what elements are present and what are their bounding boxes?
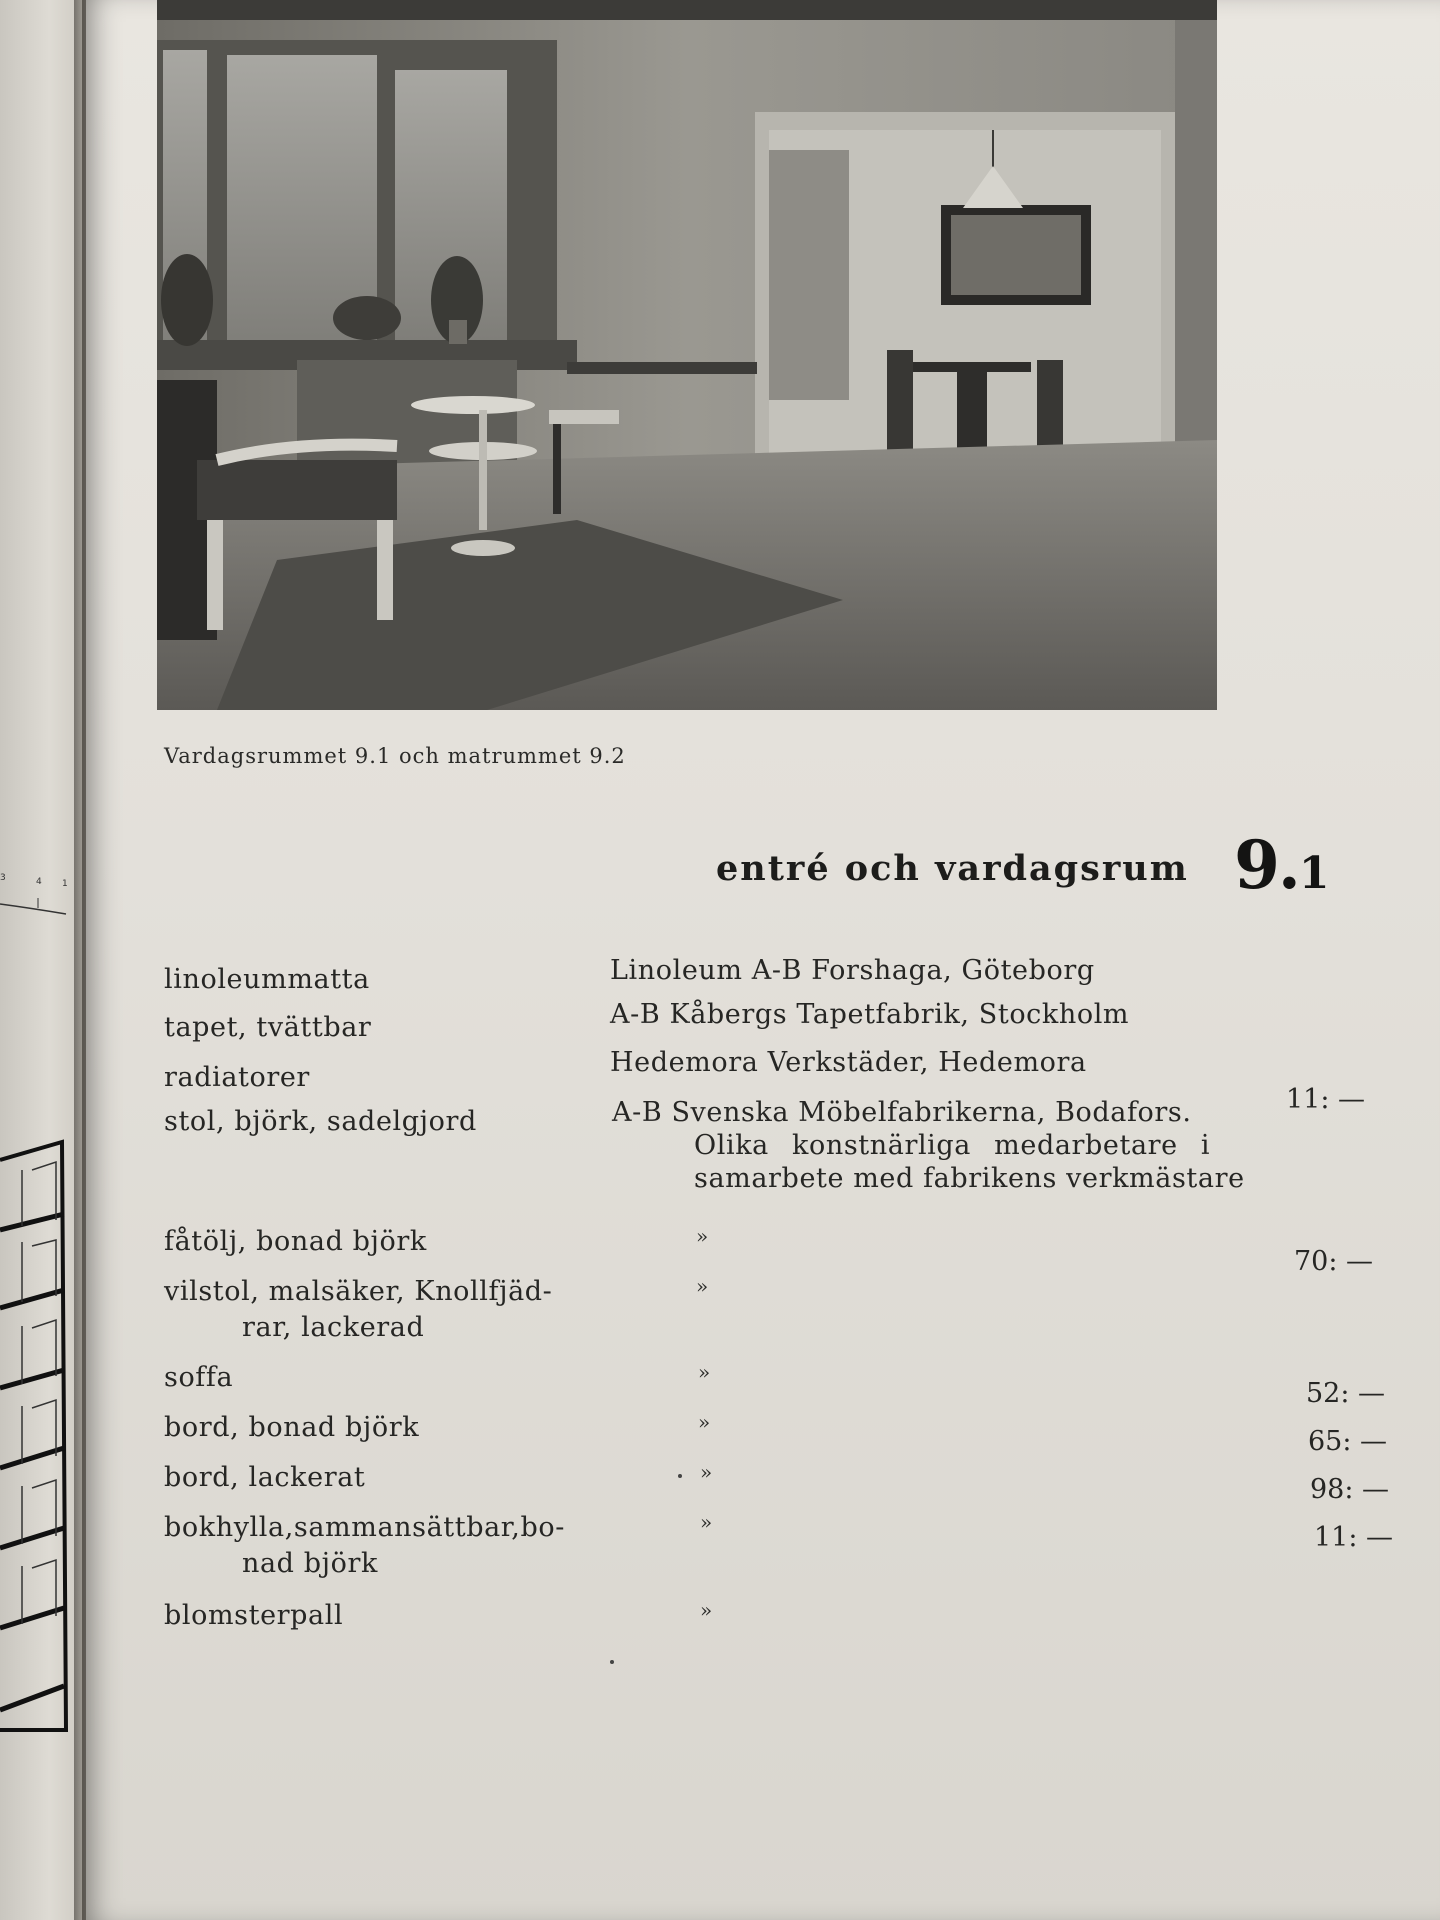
item-maker-line1: A-B Svenska Möbelfabrikerna, Bodafors.: [612, 1097, 1192, 1128]
section-number-sub: 1: [1298, 848, 1328, 899]
ditto-mark: »: [696, 1274, 709, 1298]
item-maker-multiline: [612, 1096, 1312, 1195]
item-label: linoleummatta: [164, 964, 370, 995]
ditto-mark: »: [700, 1598, 713, 1622]
print-speck: [610, 1660, 614, 1664]
item-label: bord, bonad björk: [164, 1412, 420, 1443]
item-label: bord, lackerat: [164, 1462, 366, 1493]
item-maker: A-B Kåbergs Tapetfabrik, Stockholm: [610, 999, 1130, 1030]
bookshelf-drawing: [0, 1130, 72, 1750]
item-price: 98: —: [1310, 1474, 1390, 1505]
ruler-label-2: 4: [36, 877, 42, 887]
photo-caption: Vardagsrummet 9.1 och matrummet 9.2: [164, 744, 626, 768]
ditto-mark: »: [698, 1360, 711, 1384]
item-label-line1: vilstol, malsäker, Knollfjäd-: [164, 1276, 553, 1307]
item-label: radiatorer: [164, 1062, 310, 1093]
ditto-mark: »: [698, 1410, 711, 1434]
item-price: 65: —: [1308, 1426, 1388, 1457]
item-price: 52: —: [1306, 1378, 1386, 1409]
ditto-mark: »: [700, 1460, 713, 1484]
item-maker-line3: samarbete med fabrikens verkmästare: [694, 1163, 1245, 1194]
item-label: stol, björk, sadelgjord: [164, 1106, 477, 1137]
item-label: blomsterpall: [164, 1600, 344, 1631]
section-number-main: 9.: [1234, 826, 1299, 904]
section-title: entré och vardagsrum: [716, 848, 1189, 889]
interior-photograph: [157, 0, 1217, 710]
item-label-multiline: [164, 1274, 552, 1346]
ditto-mark: »: [696, 1224, 709, 1248]
item-price: 11: —: [1286, 1084, 1366, 1115]
item-maker: Linoleum A-B Forshaga, Göteborg: [610, 955, 1095, 986]
ruler-label-1: 3: [0, 873, 6, 883]
catalog-page: [86, 0, 1440, 1920]
item-label-line2: nad björk: [242, 1548, 378, 1579]
print-speck: [678, 1474, 682, 1478]
item-label-line2: rar, lackerad: [242, 1312, 425, 1343]
section-number: [1234, 826, 1328, 904]
left-facing-page: [0, 0, 82, 1920]
item-price: 11: —: [1314, 1522, 1394, 1553]
item-label: fåtölj, bonad björk: [164, 1226, 427, 1257]
item-label: tapet, tvättbar: [164, 1012, 372, 1043]
item-price: 70: —: [1294, 1246, 1374, 1277]
item-label: soffa: [164, 1362, 234, 1393]
item-maker-line2: Olika konstnärliga medarbetare i: [694, 1130, 1211, 1161]
ruler-label-3: 1: [62, 879, 68, 889]
item-label-line1: bokhylla,sammansättbar,bo-: [164, 1512, 565, 1543]
ditto-mark: »: [700, 1510, 713, 1534]
item-label-multiline: [164, 1510, 565, 1582]
ruler-drawing: [0, 868, 68, 918]
item-maker: Hedemora Verkstäder, Hedemora: [610, 1047, 1087, 1078]
